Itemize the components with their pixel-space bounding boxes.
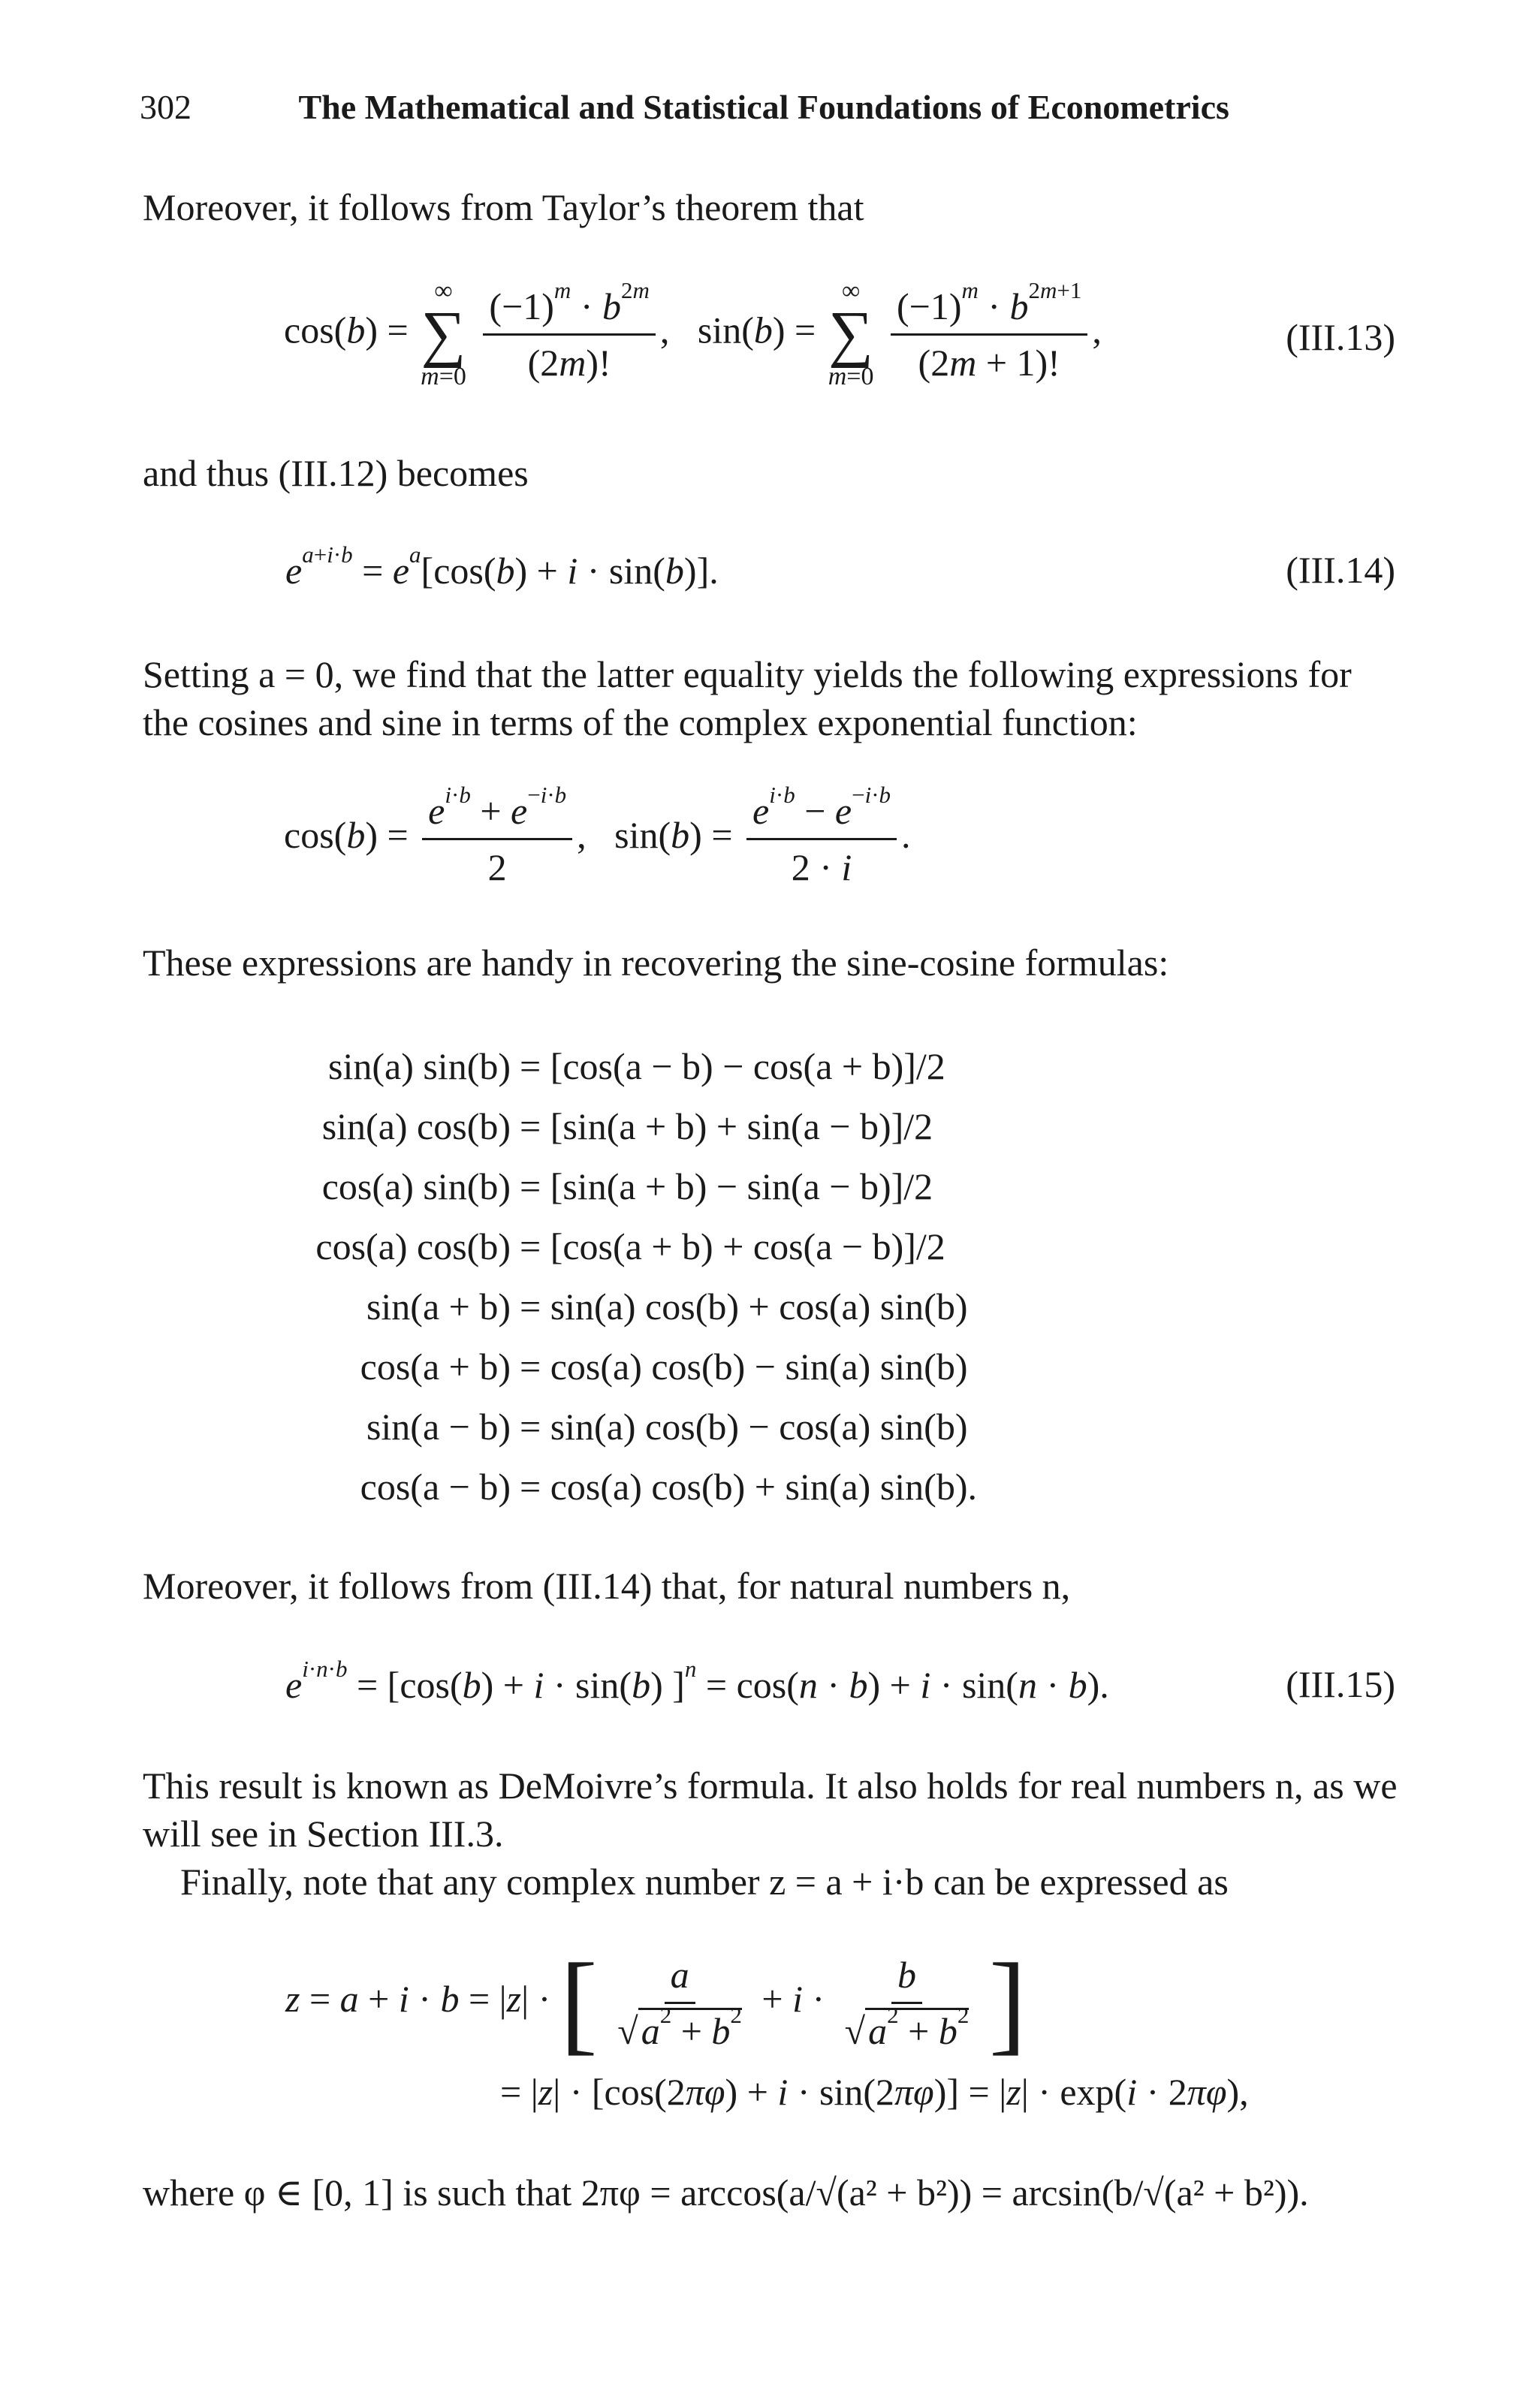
paragraph-taylor: Moreover, it follows from Taylor’s theorem that [143,186,864,228]
equation-iii-13: cos(b) = ∞ ∑ m=0 $\frac{(-1)^m \cdot b^{2m}}{(2m)!}$ , sin(b) = ∞ ∑ m=0 $\frac{(-1)^m \cdot b^{2m+1}}{(2m + 1)!}$ , [284,276,1102,390]
equation-iii-14: $e^{a+i\cdot b} = e^a[\cos(b) + i \cdot \sin(b)]$. [285,541,719,592]
identity-rhs: = cos(a) cos(b) − sin(a) sin(b) [520,1346,968,1388]
identity-lhs: sin(a) cos(b) [321,1105,511,1147]
identity-lhs: cos(a − b) [360,1466,511,1508]
page-number: 302 [140,88,191,126]
identity-rhs: = [sin(a + b) + sin(a − b)]/2 [520,1105,933,1147]
identity-row [270,1276,977,1337]
paragraph-finally: Finally, note that any complex number z = a + i·b can be expressed as [180,1861,1229,1903]
equation-iii-15: $e^{i\cdot n\cdot b} = [\cos(b) + i \cdot \sin(b) ]^n = \cos(n \cdot b) + i \cdot \sin(n \cdot b)$. [285,1656,1109,1706]
identity-rhs: = [sin(a + b) − sin(a − b)]/2 [520,1165,933,1207]
identity-row [270,1337,977,1397]
running-head [140,87,1229,127]
equation-euler-forms: cos(b) = $\frac{e^{i\cdot b} + e^{-i\cdot b}}{2}$ , sin(b) = $\frac{e^{i\cdot b} - e^{-i\cdot b}}{2 \cdot i}$ . [284,782,911,888]
identity-lhs: cos(a + b) [360,1346,511,1388]
identity-rhs: = sin(a) cos(b) − cos(a) sin(b) [520,1406,968,1448]
equation-polar-form-line2: = |z| · [cos(2πφ) + i · sin(2πφ)] = |z| · exp(i · 2πφ), [500,2071,1249,2113]
paragraph-where: where φ ∈ [0, 1] is such that 2πφ = arccos(a/√(a² + b²)) = arcsin(b/√(a² + b²)). [143,2171,1309,2214]
identity-lhs: sin(a) sin(b) [328,1045,511,1087]
equation-number-iii-13: (III.13) [1286,316,1395,358]
identity-rhs: = cos(a) cos(b) + sin(a) sin(b). [520,1466,977,1508]
equation-number-iii-14: (III.14) [1286,549,1395,591]
identity-row [270,1397,977,1457]
identity-row [270,1457,977,1517]
trig-identities [270,1036,977,1517]
identity-row [270,1216,977,1276]
identity-lhs: cos(a) cos(b) [315,1225,511,1267]
identity-rhs: = sin(a) cos(b) + cos(a) sin(b) [520,1285,968,1328]
paragraph-moreover: Moreover, it follows from (III.14) that, for natural numbers n, [143,1565,1071,1607]
equation-polar-form: z = a + i · b = |z| · [ $\frac{a}{√a^2 + b^2}$ + i · $\frac{b}{√a^2 + b^2}$ ] [285,1940,1027,2066]
paragraph-thus: and thus (III.12) becomes [143,452,529,494]
identity-rhs: = [cos(a − b) − cos(a + b)]/2 [520,1045,945,1087]
identity-lhs: sin(a + b) [366,1285,511,1328]
equation-number-iii-15: (III.15) [1286,1663,1395,1705]
identity-lhs: cos(a) sin(b) [321,1165,511,1207]
identity-rhs: = [cos(a + b) + cos(a − b)]/2 [520,1225,945,1267]
identity-row [270,1036,977,1096]
paragraph-demoivre: This result is known as DeMoivre’s formula. It also holds for real numbers n, as we will see in Section III.3. [143,1765,1398,1855]
paragraph-setting: Setting a = 0, we find that the latter equality yields the following expressions for the cosines and sine in terms of the complex exponential function: [143,653,1352,743]
identity-row [270,1156,977,1216]
paragraph-handy: These expressions are handy in recovering the sine-cosine formulas: [143,942,1169,984]
identity-lhs: sin(a − b) [366,1406,511,1448]
summation: ∞ ∑ m=0 [828,277,874,390]
identity-row [270,1096,977,1156]
running-title: The Mathematical and Statistical Foundations of Econometrics [298,88,1229,126]
summation: ∞ ∑ m=0 [421,277,466,390]
